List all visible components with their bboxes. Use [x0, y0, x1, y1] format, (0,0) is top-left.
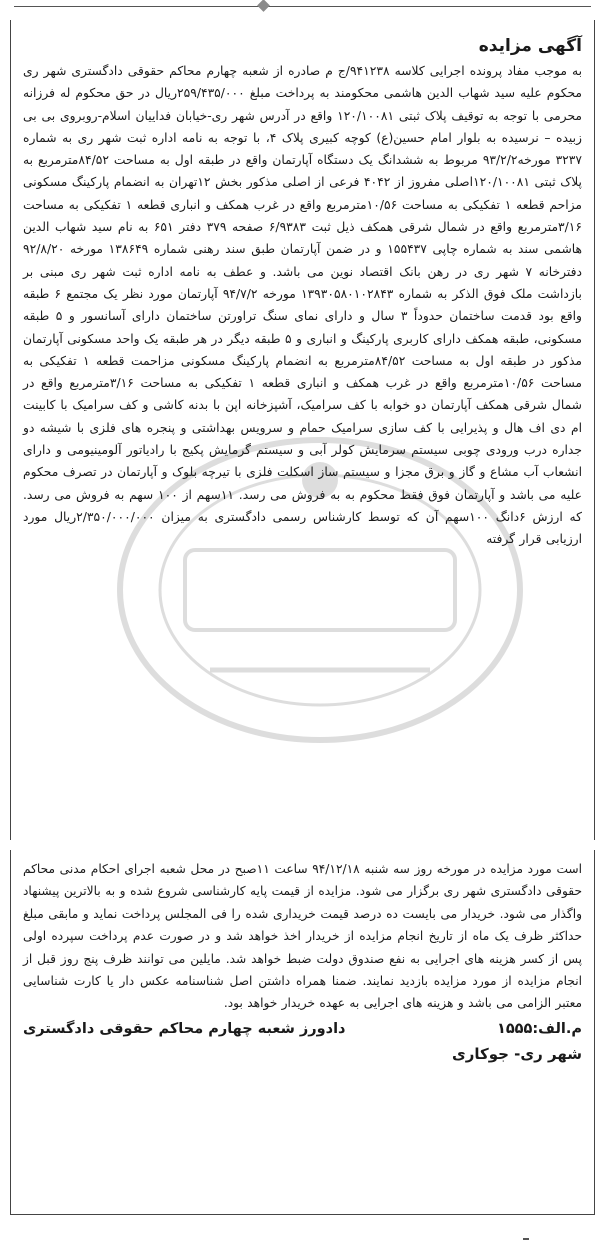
notice-main-column: [10, 20, 595, 840]
notice-title: آگهی مزایده: [478, 36, 582, 56]
notice-body-part1: به موجب مفاد پرونده اجرایی کلاسه ۹۴۱۲۳۸/ج م صادره از شعبه چهارم محاکم حقوقی دادگستری شهر ری محکوم علیه سید شهاب الدین هاشمی محکومند به پرداخت مبلغ ۲۵۹/۴۳۵/۰۰۰ریال در حق محکوم له فرزانه محرمی با توجه به توقیف پلاک ثبتی ۱۲۰/۱۰۰۸۱ واقع در آدرس شهر ری-خیابان فداییان اسلام-روبروی بی بی زبیده – نرسیده به بلوار امام حسین(ع) کوچه کبیری پلاک ۴، با توجه به نامه اداره ثبت شهر ری به شماره ۳۲۳۷ مورخه۹۳/۲/۲ مربوط به ششدانگ یک دستگاه آپارتمان واقع در طبقه اول به مساحت ۸۴/۵۲مترمربع به پلاک ثبتی ۱۲۰/۱۰۰۸۱اصلی مفروز از ۴۰۴۲ فرعی از اصلی مذکور بخش ۱۲تهران به انضمام پارکینگ مسکونی مزاحم قطعه ۱ تفکیکی به مساحت ۱۰/۵۶مترمربع واقع در غرب همکف و انباری قطعه ۱ تفکیکی به مساحت ۳/۱۶مترمربع واقع در شمال شرقی همکف ذیل ثبت ۶/۹۳۸۳ صفحه ۳۷۹ دفتر ۶۵۱ به نام سید شهاب الدین هاشمی سند به شماره چاپی ۱۵۵۴۳۷ و در ضمن آپارتمان طبق سند رهنی شماره ۱۳۸۶۴۹ مورخه ۹۲/۸/۲۰ دفترخانه ۷ شهر ری در رهن بانک اقتصاد نوین می باشد. و عطف به نامه اداره ثبت شهر ری مبنی بر بازداشت ملک فوق الذکر به شماره ۱۳۹۳۰۵۸۰۱۰۲۸۴۳ مورخه ۹۴/۷/۲ آپارتمان مورد نظر یک مجتمع ۶ طبقه واقع بود قدمت ساختمان حدوداً ۳ سال و دارای نمای سنگ تراورتن ساختمان دارای آسانسور و ۵ طبقه مسکونی، طبقه همکف دارای کاربری پارکینگ و انباری و ۵ طبقه دیگر در هر طبقه یک واحد مسکونی آپارتمان مذکور در طبقه اول به مساحت ۸۴/۵۲مترمربع به انضمام پارکینگ مسکونی مزاحمت قطعه ۱ تفکیکی به مساحت ۱۰/۵۶مترمربع واقع در غرب همکف و انباری قطعه ۱ تفکیکی به مساحت ۳/۱۶مترمربع واقع در شمال شرقی همکف آپارتمان دو خوابه با کف سرامیک، آشپزخانه اپن با بدنه کاشی و کف سرامیک با کابینت ام دی اف هال و پذیرایی با کف سازی سرامیک حمام و سرویس بهداشتی و پنجره های فلزی با شیشه دو جداره درب ورودی چوبی سیستم سرمایش کولر آبی و سیستم گرمایش پکیج با رادیاتور آلومینیومی و دارای انشعاب آب مشاع و گاز و برق مجزا و سیستم ساز اسکلت فلزی با تیرچه بلوک و آپارتمان در تصرف محکوم علیه می باشد و آپارتمان فوق فقط محکوم به به فروش می رسد. ۱۱سهم از ۱۰۰ سهم به فروش می رسد. که ارزش ۶دانگ ۱۰۰سهم آن که توسط کارشناس رسمی دادگستری به میزان ۲/۳۵۰/۰۰۰/۰۰۰ریال مورد ارزیابی قرار گرفته: [23, 64, 583, 547]
divider-diamond-ornament: [257, 0, 270, 12]
signature-code: م.الف:۱۵۵۵: [496, 1020, 582, 1037]
signature-row: [23, 1017, 582, 1041]
top-divider: [14, 6, 591, 7]
notice-body-part2: است مورد مزایده در مورخه روز سه شنبه ۹۴/۱۲/۱۸ ساعت ۱۱صبح در محل شعبه اجرای احکام مدنی محاکم حقوقی دادگستری شهر ری برگزار می شود. مزایده از قیمت پایه کارشناسی شروع شده و به بالاترین پیشنهاد واگذار می شود. خریدار می بایست ده درصد قیمت خریداری شده را فی المجلس پرداخت نماید و مابقی مبلغ حداکثر ظرف یک ماه از تاریخ انجام مزایده از خریدار اخذ خواهد شد و در صورت عدم پرداخت سپرده اولی پس از کسر هزینه های اجرایی به نفع صندوق دولت ضبط خواهد شد. مایلین می توانند ظرف پنج روز قبل از انجام مزایده از مورد مزایده بازدید نمایند. ضمنا همراه داشتن اصل شناسنامه عکس دار یا کارت شناسایی معتبر الزامی می باشد و هزینه های اجرایی به عهده خریدار خواهد بود.: [23, 862, 583, 1011]
signature-location: شهر ری- جوکاری: [452, 1044, 582, 1063]
notice-continuation-column: [10, 850, 595, 1215]
signature-title: دادورز شعبه چهارم محاکم حقوقی دادگستری: [23, 1020, 346, 1037]
bottom-divider: [10, 1214, 595, 1215]
bottom-mark: [523, 1238, 529, 1240]
